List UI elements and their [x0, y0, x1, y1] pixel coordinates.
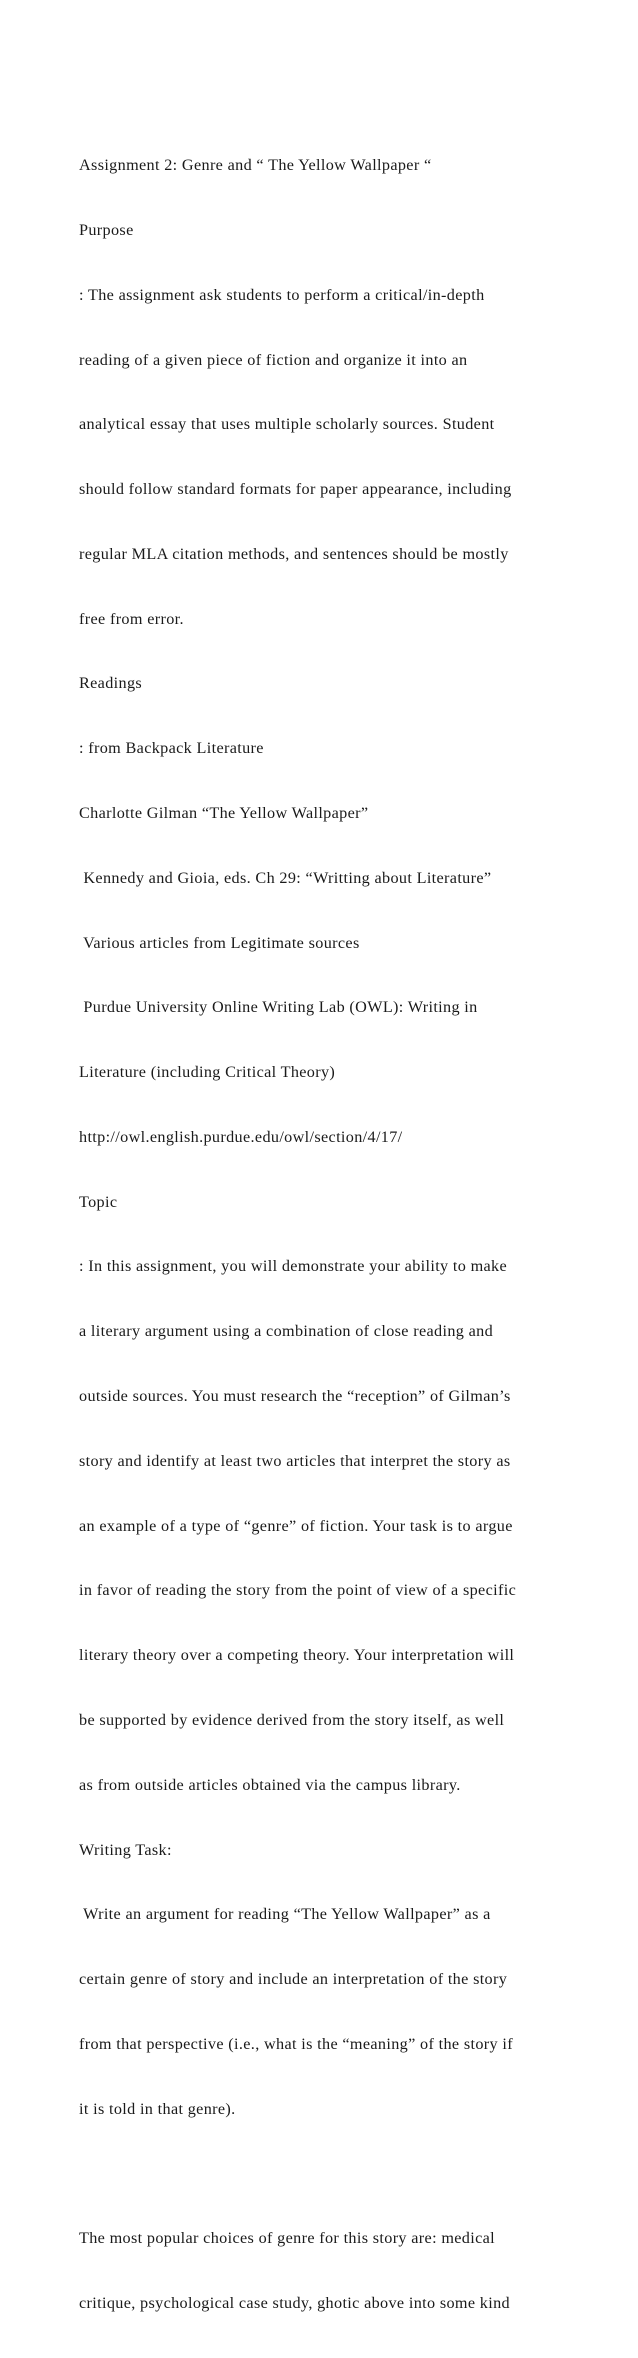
writing-task-heading: Writing Task: [79, 1840, 172, 1859]
text-line: reading of a given piece of fiction and organize it into an [79, 350, 468, 369]
text-line: critique, psychological case study, ghotic above into some kind [79, 2293, 510, 2312]
reading-item: Charlotte Gilman “The Yellow Wallpaper” [79, 804, 369, 822]
text-line: Literature (including Critical Theory) [79, 1063, 336, 1082]
text-line: as from outside articles obtained via the campus library. [79, 1775, 461, 1794]
assignment-title: Assignment 2: Genre and “ The Yellow Wallpaper “ [79, 156, 432, 175]
text-line: outside sources. You must research the “reception” of Gilman’s [79, 1387, 511, 1406]
text-line: from that perspective (i.e., what is the “meaning” of the story if [79, 2034, 513, 2053]
text-line: free from error. [79, 609, 184, 628]
text-line: story and identify at least two articles that interpret the story as [79, 1451, 511, 1470]
text-line: literary theory over a competing theory. Your interpretation will [79, 1646, 515, 1665]
reading-item: Kennedy and Gioia, eds. Ch 29: “Writting about Literature” [79, 868, 492, 887]
text-line: The most popular choices of genre for this story are: medical [79, 2229, 496, 2248]
text-line: certain genre of story and include an interpretation of the story [79, 1970, 508, 1989]
document-text [79, 112, 619, 2358]
reading-item: Various articles from Legitimate sources [79, 933, 360, 952]
text-line: an example of a type of “genre” of fiction. Your task is to argue [79, 1516, 513, 1535]
text-line: : from Backpack Literature [79, 739, 264, 758]
reading-item: Purdue University Online Writing Lab (OWL): Writing in [79, 998, 478, 1017]
text-line: : The assignment ask students to perform a critical/in-depth [79, 285, 485, 304]
text-line: it is told in that genre). [79, 2099, 236, 2118]
text-line: regular MLA citation methods, and sentences should be mostly [79, 544, 509, 563]
text-line: be supported by evidence derived from the story itself, as well [79, 1710, 505, 1729]
readings-heading: Readings [79, 674, 143, 693]
text-line: : In this assignment, you will demonstrate your ability to make [79, 1257, 508, 1276]
blank-line [79, 2163, 619, 2185]
purpose-heading: Purpose [79, 220, 134, 239]
text-line: Write an argument for reading “The Yellow Wallpaper” as a [79, 1905, 491, 1924]
topic-heading: Topic [79, 1192, 118, 1211]
text-line: analytical essay that uses multiple scholarly sources. Student [79, 415, 495, 434]
owl-url: http://owl.english.purdue.edu/owl/section/4/17/ [79, 1127, 403, 1146]
text-line: a literary argument using a combination of close reading and [79, 1322, 494, 1341]
text-line: should follow standard formats for paper appearance, including [79, 480, 512, 499]
text-line: in favor of reading the story from the point of view of a specific [79, 1581, 517, 1600]
